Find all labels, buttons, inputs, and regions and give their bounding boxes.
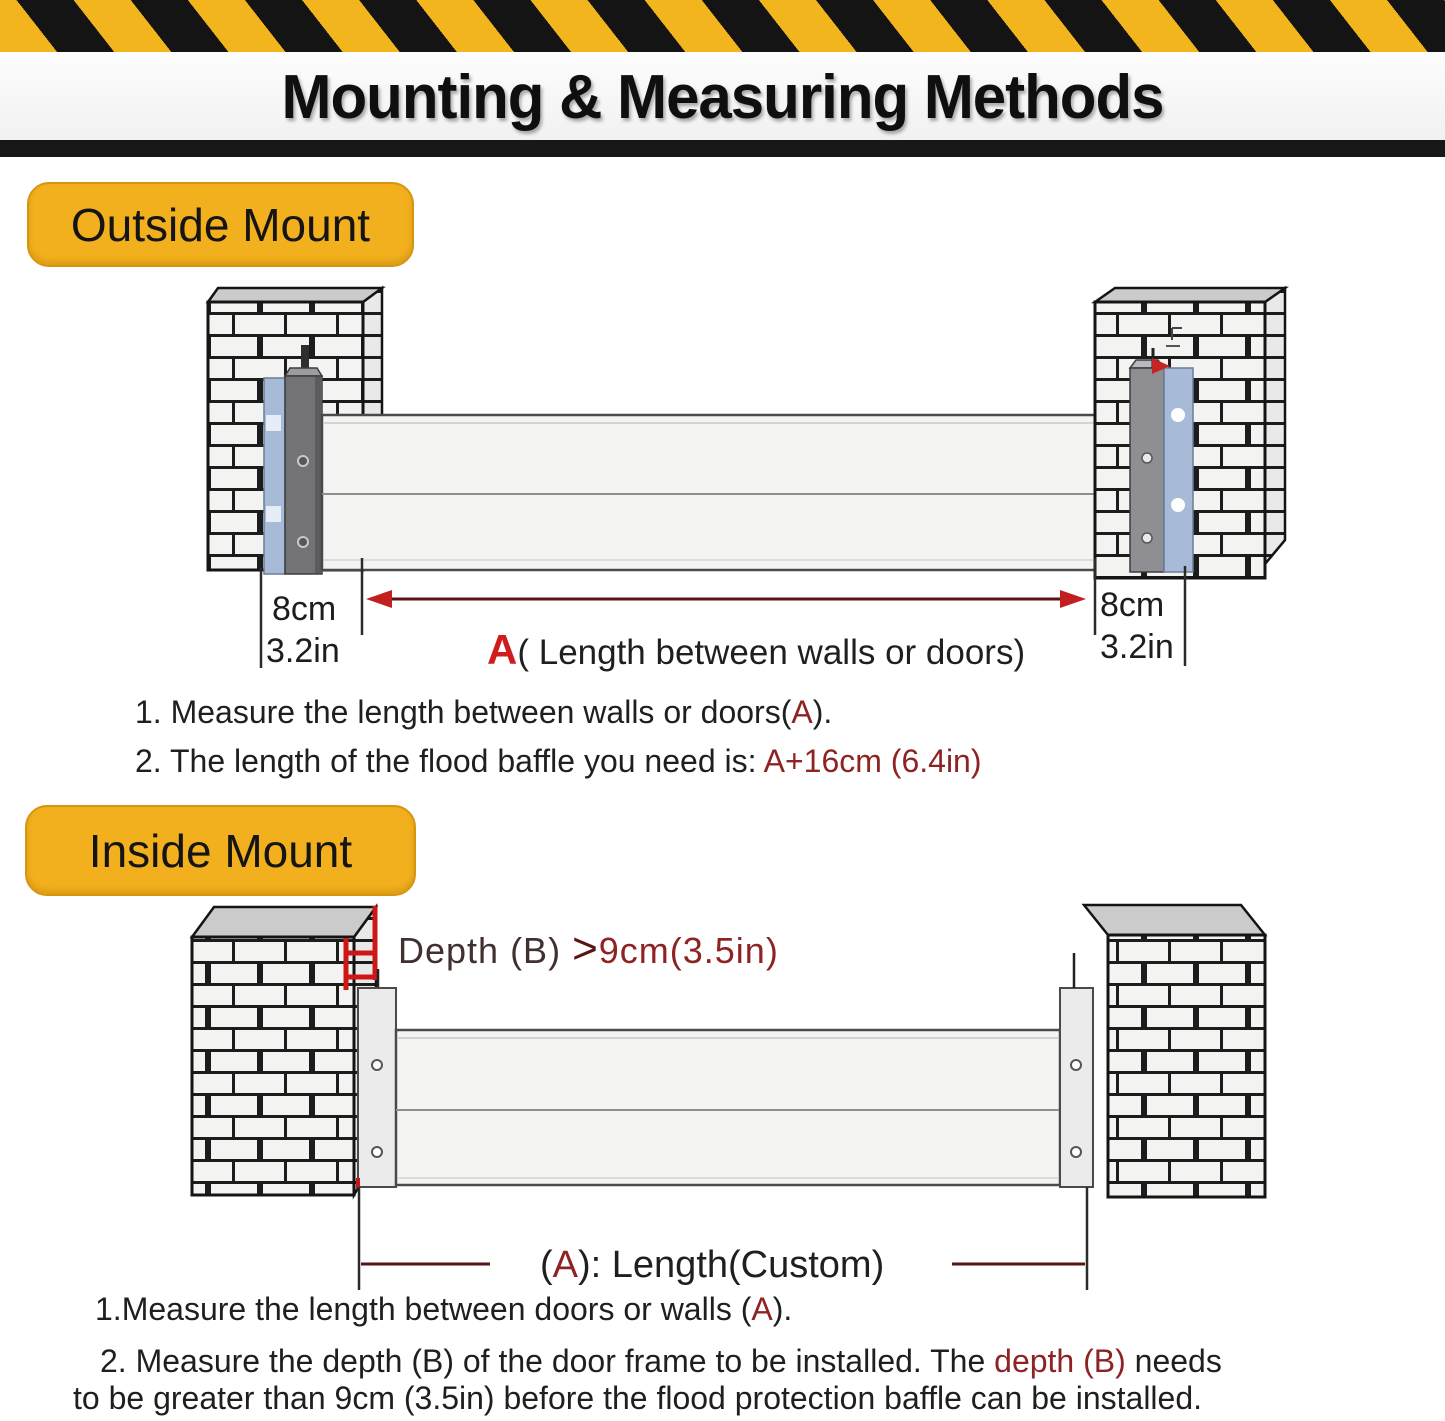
flood-baffle-panel bbox=[396, 1030, 1060, 1185]
outside-mount-badge-label: Outside Mount bbox=[70, 198, 371, 251]
arrowhead-right-icon bbox=[1060, 590, 1086, 608]
inside-mount-diagram bbox=[0, 895, 1445, 1295]
outside-step-2: 2. The length of the flood baffle you need is: A+16cm (6.4in) bbox=[135, 743, 982, 779]
inside-mount-badge bbox=[25, 805, 416, 896]
right-mounting-channel bbox=[1060, 988, 1093, 1187]
length-label: A( Length between walls or doors) bbox=[487, 626, 1026, 673]
screw-hole bbox=[298, 456, 308, 466]
outside-mount-diagram bbox=[0, 268, 1445, 688]
title-band bbox=[0, 52, 1445, 140]
arrowhead-left-icon bbox=[366, 590, 392, 608]
left-mounting-channel bbox=[285, 368, 322, 574]
screw-hole bbox=[1142, 453, 1152, 463]
right-seal-strip bbox=[1164, 368, 1193, 572]
dim-right-in: 3.2in bbox=[1100, 628, 1174, 666]
inside-step-1: 1.Measure the length between doors or walls (A). bbox=[95, 1291, 793, 1327]
depth-label: Depth (B) >9cm(3.5in) bbox=[398, 924, 779, 973]
inside-mount-badge-label: Inside Mount bbox=[88, 824, 353, 877]
dim-left-in: 3.2in bbox=[266, 632, 340, 670]
length-dimension bbox=[359, 1187, 1087, 1290]
right-mounting-channel bbox=[1130, 360, 1164, 572]
screw-hole bbox=[298, 537, 308, 547]
right-brick-pillar bbox=[1084, 905, 1265, 1197]
screw-hole bbox=[1071, 1060, 1081, 1070]
header-divider bbox=[0, 140, 1445, 157]
length-custom-label: (A): Length(Custom) bbox=[540, 1244, 885, 1286]
flood-baffle-panel bbox=[322, 415, 1130, 570]
outside-step-1: 1. Measure the length between walls or doors(A). bbox=[135, 694, 833, 730]
left-seal-strip bbox=[264, 378, 285, 574]
dim-left-cm: 8cm bbox=[272, 590, 337, 628]
inside-step-2: 2. Measure the depth (B) of the door frame to be installed. The depth (B) needs bbox=[100, 1343, 1222, 1379]
page-title: Mounting & Measuring Methods bbox=[281, 61, 1164, 131]
left-mounting-channel bbox=[358, 988, 396, 1188]
screw-hole bbox=[372, 1147, 382, 1157]
outside-mount-badge bbox=[27, 182, 414, 267]
hazard-stripe bbox=[0, 0, 1445, 52]
width-dimension bbox=[261, 558, 1185, 673]
inside-step-2-cont: to be greater than 9cm (3.5in) before the flood protection baffle can be installed. bbox=[73, 1380, 1203, 1416]
screw-hole bbox=[1142, 533, 1152, 543]
screw-hole bbox=[372, 1060, 382, 1070]
screw-hole bbox=[1071, 1147, 1081, 1157]
dim-right-cm: 8cm bbox=[1100, 586, 1165, 624]
